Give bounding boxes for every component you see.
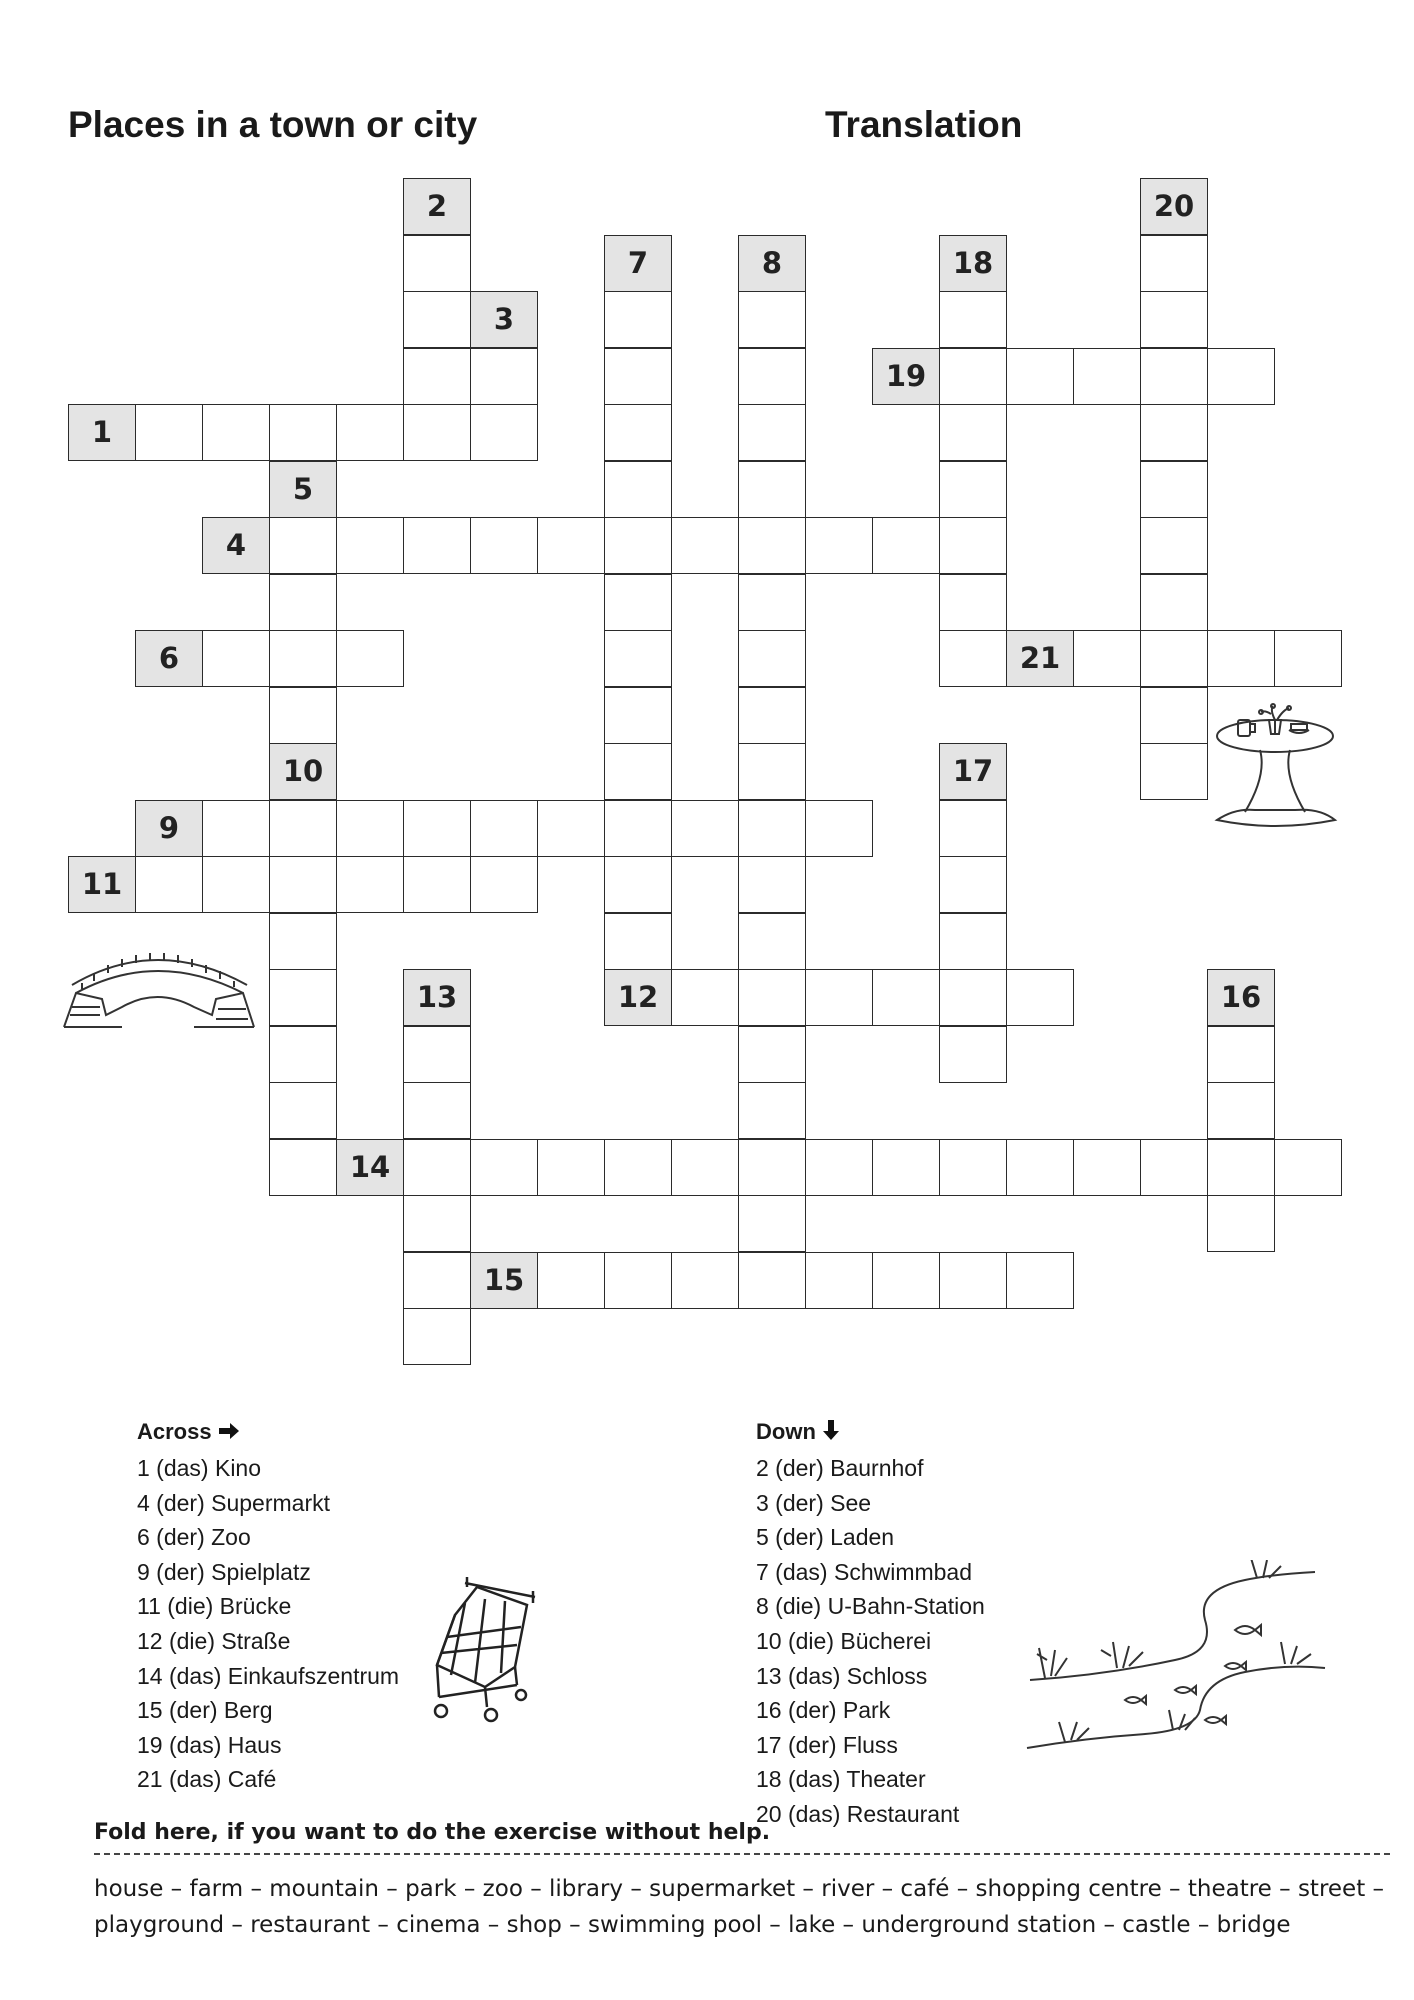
grid-cell[interactable] <box>1207 1139 1275 1196</box>
cafe-table-icon <box>1205 700 1345 840</box>
grid-cell[interactable] <box>604 743 672 800</box>
grid-cell[interactable] <box>604 348 672 405</box>
clue-number: 10 <box>282 754 324 788</box>
grid-cell[interactable] <box>135 404 203 461</box>
grid-cell[interactable] <box>671 969 739 1026</box>
clue-number: 18 <box>952 245 994 280</box>
clue-number: 1 <box>91 415 113 449</box>
clue-item: 20 (das) Restaurant <box>756 1800 960 1827</box>
grid-cell[interactable] <box>202 800 270 857</box>
grid-cell[interactable] <box>604 517 672 574</box>
grid-cell[interactable] <box>403 800 471 857</box>
grid-cell[interactable] <box>403 291 471 348</box>
bridge-icon <box>62 945 257 1035</box>
grid-cell[interactable] <box>1207 630 1275 687</box>
clue-number: 14 <box>349 1149 391 1184</box>
grid-cell[interactable] <box>336 404 404 461</box>
across-heading-label: Across <box>137 1419 212 1444</box>
grid-cell-4[interactable] <box>202 517 270 574</box>
across-heading <box>137 1419 240 1445</box>
grid-cell[interactable] <box>537 800 605 857</box>
clue-number: 3 <box>493 302 515 336</box>
clue-item: 11 (die) Brücke <box>137 1593 292 1620</box>
clue-item: 8 (die) U-Bahn-Station <box>756 1593 985 1620</box>
grid-cell[interactable] <box>269 1082 337 1139</box>
clue-item: 5 (der) Laden <box>756 1524 895 1551</box>
grid-cell[interactable] <box>269 574 337 631</box>
grid-cell[interactable] <box>269 1139 337 1196</box>
grid-cell-17[interactable] <box>939 743 1007 800</box>
grid-cell[interactable] <box>671 1252 739 1309</box>
clue-number: 13 <box>416 980 458 1014</box>
clue-item: 1 (das) Kino <box>137 1455 262 1481</box>
grid-cell[interactable] <box>336 630 404 687</box>
grid-cell[interactable] <box>738 1252 806 1309</box>
clue-item: 21 (das) Café <box>137 1766 277 1793</box>
grid-cell[interactable] <box>738 1082 806 1139</box>
grid-cell-10[interactable] <box>269 743 337 800</box>
grid-cell-21[interactable] <box>1006 630 1074 687</box>
clue-number: 2 <box>426 189 448 223</box>
grid-cell[interactable] <box>939 1026 1007 1083</box>
clue-item: 14 (das) Einkaufszentrum <box>137 1662 400 1689</box>
grid-cell[interactable] <box>470 404 538 461</box>
grid-cell[interactable] <box>1207 1082 1275 1139</box>
grid-cell[interactable] <box>269 404 337 461</box>
grid-cell-9[interactable] <box>135 800 203 857</box>
grid-cell[interactable] <box>738 743 806 800</box>
grid-cell[interactable] <box>939 1139 1007 1196</box>
grid-cell[interactable] <box>1140 630 1208 687</box>
grid-cell-20[interactable] <box>1140 178 1208 235</box>
grid-cell-13[interactable] <box>403 969 471 1026</box>
clue-number: 7 <box>627 245 649 280</box>
grid-cell[interactable] <box>202 404 270 461</box>
grid-cell[interactable] <box>604 291 672 348</box>
grid-cell[interactable] <box>202 630 270 687</box>
grid-cell[interactable] <box>470 856 538 913</box>
grid-cell[interactable] <box>336 517 404 574</box>
grid-cell[interactable] <box>1140 404 1208 461</box>
grid-cell[interactable] <box>738 1139 806 1196</box>
down-heading-label: Down <box>756 1419 816 1444</box>
clue-item: 16 (der) Park <box>756 1697 891 1724</box>
grid-cell[interactable] <box>805 1139 873 1196</box>
grid-cell[interactable] <box>403 1308 471 1365</box>
grid-cell[interactable] <box>738 630 806 687</box>
grid-cell[interactable] <box>269 687 337 744</box>
grid-cell[interactable] <box>1140 348 1208 405</box>
grid-cell[interactable] <box>939 574 1007 631</box>
grid-cell[interactable] <box>738 1195 806 1252</box>
grid-cell-8[interactable] <box>738 235 806 292</box>
clue-number: 4 <box>225 528 247 562</box>
grid-cell[interactable] <box>403 1026 471 1083</box>
grid-cell[interactable] <box>1140 687 1208 744</box>
grid-cell[interactable] <box>939 1252 1007 1309</box>
grid-cell[interactable] <box>269 800 337 857</box>
grid-cell[interactable] <box>872 1252 940 1309</box>
grid-cell[interactable] <box>805 800 873 857</box>
clue-item: 19 (das) Haus <box>137 1731 282 1758</box>
grid-cell[interactable] <box>269 856 337 913</box>
clue-item: 18 (das) Theater <box>756 1766 926 1793</box>
grid-cell[interactable] <box>135 856 203 913</box>
grid-cell[interactable] <box>604 574 672 631</box>
across-arrow-icon <box>218 1422 240 1440</box>
grid-cell-12[interactable] <box>604 969 672 1026</box>
clue-item: 17 (der) Fluss <box>756 1731 898 1758</box>
grid-cell[interactable] <box>403 517 471 574</box>
clue-number: 17 <box>952 754 994 788</box>
grid-cell-2[interactable] <box>403 178 471 235</box>
grid-cell[interactable] <box>738 969 806 1026</box>
grid-cell-19[interactable] <box>872 348 940 405</box>
grid-cell[interactable] <box>470 800 538 857</box>
grid-cell[interactable] <box>1073 348 1141 405</box>
grid-cell[interactable] <box>1006 1139 1074 1196</box>
grid-cell[interactable] <box>604 1139 672 1196</box>
grid-cell[interactable] <box>1140 574 1208 631</box>
grid-cell[interactable] <box>1274 630 1342 687</box>
grid-cell[interactable] <box>403 235 471 292</box>
grid-cell-11[interactable] <box>68 856 136 913</box>
grid-cell[interactable] <box>403 404 471 461</box>
grid-cell[interactable] <box>604 687 672 744</box>
grid-cell[interactable] <box>403 348 471 405</box>
grid-cell[interactable] <box>671 1139 739 1196</box>
grid-cell-15[interactable] <box>470 1252 538 1309</box>
clue-item: 13 (das) Schloss <box>756 1662 928 1689</box>
grid-cell[interactable] <box>470 348 538 405</box>
grid-cell[interactable] <box>1207 348 1275 405</box>
clue-item: 12 (die) Straße <box>137 1627 291 1654</box>
clue-number: 12 <box>617 980 659 1014</box>
grid-cell[interactable] <box>738 517 806 574</box>
grid-cell[interactable] <box>1274 1139 1342 1196</box>
grid-cell[interactable] <box>1073 630 1141 687</box>
grid-cell[interactable] <box>403 1195 471 1252</box>
clue-number: 20 <box>1153 189 1195 223</box>
river-icon <box>1025 1560 1340 1760</box>
grid-cell[interactable] <box>939 856 1007 913</box>
grid-cell-14[interactable] <box>336 1139 404 1196</box>
grid-cell[interactable] <box>537 517 605 574</box>
clue-item: 4 (der) Supermarkt <box>137 1489 331 1516</box>
grid-cell[interactable] <box>1140 517 1208 574</box>
grid-cell[interactable] <box>604 913 672 970</box>
grid-cell[interactable] <box>1207 1026 1275 1083</box>
shopping-trolley-icon <box>425 1575 550 1725</box>
grid-cell[interactable] <box>269 1026 337 1083</box>
grid-cell[interactable] <box>939 517 1007 574</box>
grid-cell[interactable] <box>805 517 873 574</box>
grid-cell[interactable] <box>604 856 672 913</box>
grid-cell[interactable] <box>671 800 739 857</box>
down-clue-list <box>756 1451 985 1832</box>
clue-number: 5 <box>292 471 314 506</box>
clue-number: 15 <box>483 1262 525 1297</box>
grid-cell[interactable] <box>1140 1139 1208 1196</box>
grid-cell-6[interactable] <box>135 630 203 687</box>
clue-number: 9 <box>158 810 180 845</box>
grid-cell[interactable] <box>939 630 1007 687</box>
grid-cell[interactable] <box>805 969 873 1026</box>
grid-cell[interactable] <box>403 1252 471 1309</box>
clue-number: 19 <box>885 358 927 393</box>
grid-cell[interactable] <box>537 1139 605 1196</box>
word-bank-line-2: playground – restaurant – cinema – shop – swimming pool – lake – underground station – castle – bridge <box>94 1912 1291 1938</box>
grid-cell[interactable] <box>1207 1195 1275 1252</box>
grid-cell[interactable] <box>269 517 337 574</box>
grid-cell[interactable] <box>403 1082 471 1139</box>
grid-cell[interactable] <box>738 404 806 461</box>
grid-cell[interactable] <box>470 517 538 574</box>
grid-cell-18[interactable] <box>939 235 1007 292</box>
grid-cell[interactable] <box>403 856 471 913</box>
grid-cell[interactable] <box>269 969 337 1026</box>
down-arrow-icon <box>822 1419 840 1441</box>
grid-cell-5[interactable] <box>269 461 337 518</box>
grid-cell[interactable] <box>1006 969 1074 1026</box>
grid-cell[interactable] <box>738 348 806 405</box>
grid-cell[interactable] <box>939 461 1007 518</box>
grid-cell[interactable] <box>738 800 806 857</box>
clue-item: 9 (der) Spielplatz <box>137 1558 311 1585</box>
clue-number: 16 <box>1220 980 1262 1014</box>
grid-cell[interactable] <box>738 574 806 631</box>
grid-cell[interactable] <box>671 517 739 574</box>
grid-cell[interactable] <box>1140 461 1208 518</box>
clue-number: 6 <box>158 641 180 675</box>
grid-cell[interactable] <box>872 517 940 574</box>
grid-cell[interactable] <box>939 348 1007 405</box>
grid-cell[interactable] <box>872 969 940 1026</box>
clue-item: 2 (der) Baurnhof <box>756 1455 924 1481</box>
grid-cell[interactable] <box>470 1139 538 1196</box>
clue-number: 8 <box>761 245 783 280</box>
clue-item: 10 (die) Bücherei <box>756 1627 932 1654</box>
grid-cell[interactable] <box>1006 348 1074 405</box>
grid-cell[interactable] <box>738 1026 806 1083</box>
fold-line <box>94 1853 1390 1855</box>
grid-cell[interactable] <box>336 856 404 913</box>
clue-item: 3 (der) See <box>756 1489 872 1516</box>
clue-number: 11 <box>81 867 123 901</box>
grid-cell[interactable] <box>1140 291 1208 348</box>
grid-cell[interactable] <box>738 461 806 518</box>
translation-heading: Translation <box>825 104 1023 145</box>
grid-cell[interactable] <box>939 913 1007 970</box>
clue-item: 7 (das) Schwimmbad <box>756 1558 973 1585</box>
grid-cell[interactable] <box>1073 1139 1141 1196</box>
grid-cell[interactable] <box>939 800 1007 857</box>
grid-cell[interactable] <box>269 913 337 970</box>
grid-cell[interactable] <box>872 1139 940 1196</box>
grid-cell-7[interactable] <box>604 235 672 292</box>
grid-cell[interactable] <box>738 856 806 913</box>
grid-cell-3[interactable] <box>470 291 538 348</box>
grid-cell[interactable] <box>1006 1252 1074 1309</box>
grid-cell[interactable] <box>537 1252 605 1309</box>
clue-number: 21 <box>1019 641 1061 675</box>
grid-cell[interactable] <box>939 291 1007 348</box>
grid-cell[interactable] <box>738 291 806 348</box>
grid-cell[interactable] <box>738 687 806 744</box>
grid-cell[interactable] <box>202 856 270 913</box>
grid-cell-1[interactable] <box>68 404 136 461</box>
grid-cell[interactable] <box>738 913 806 970</box>
page-title: Places in a town or city <box>68 104 478 145</box>
grid-cell[interactable] <box>269 630 337 687</box>
grid-cell[interactable] <box>805 1252 873 1309</box>
grid-cell[interactable] <box>604 1252 672 1309</box>
grid-cell[interactable] <box>336 800 404 857</box>
clue-item: 6 (der) Zoo <box>137 1524 251 1551</box>
grid-cell[interactable] <box>1140 235 1208 292</box>
clue-item: 15 (der) Berg <box>137 1697 273 1724</box>
grid-cell[interactable] <box>939 969 1007 1026</box>
grid-cell[interactable] <box>403 1139 471 1196</box>
grid-cell[interactable] <box>604 461 672 518</box>
grid-cell[interactable] <box>604 404 672 461</box>
word-bank-line-1: house – farm – mountain – park – zoo – library – supermarket – river – café – shopping centre – theatre – street – <box>94 1876 1385 1902</box>
grid-cell-16[interactable] <box>1207 969 1275 1026</box>
across-clue-list <box>137 1451 399 1797</box>
grid-cell[interactable] <box>604 630 672 687</box>
fold-instruction: Fold here, if you want to do the exercise without help. <box>94 1820 771 1845</box>
grid-cell[interactable] <box>939 404 1007 461</box>
down-heading <box>756 1419 840 1445</box>
grid-cell[interactable] <box>604 800 672 857</box>
grid-cell[interactable] <box>1140 743 1208 800</box>
